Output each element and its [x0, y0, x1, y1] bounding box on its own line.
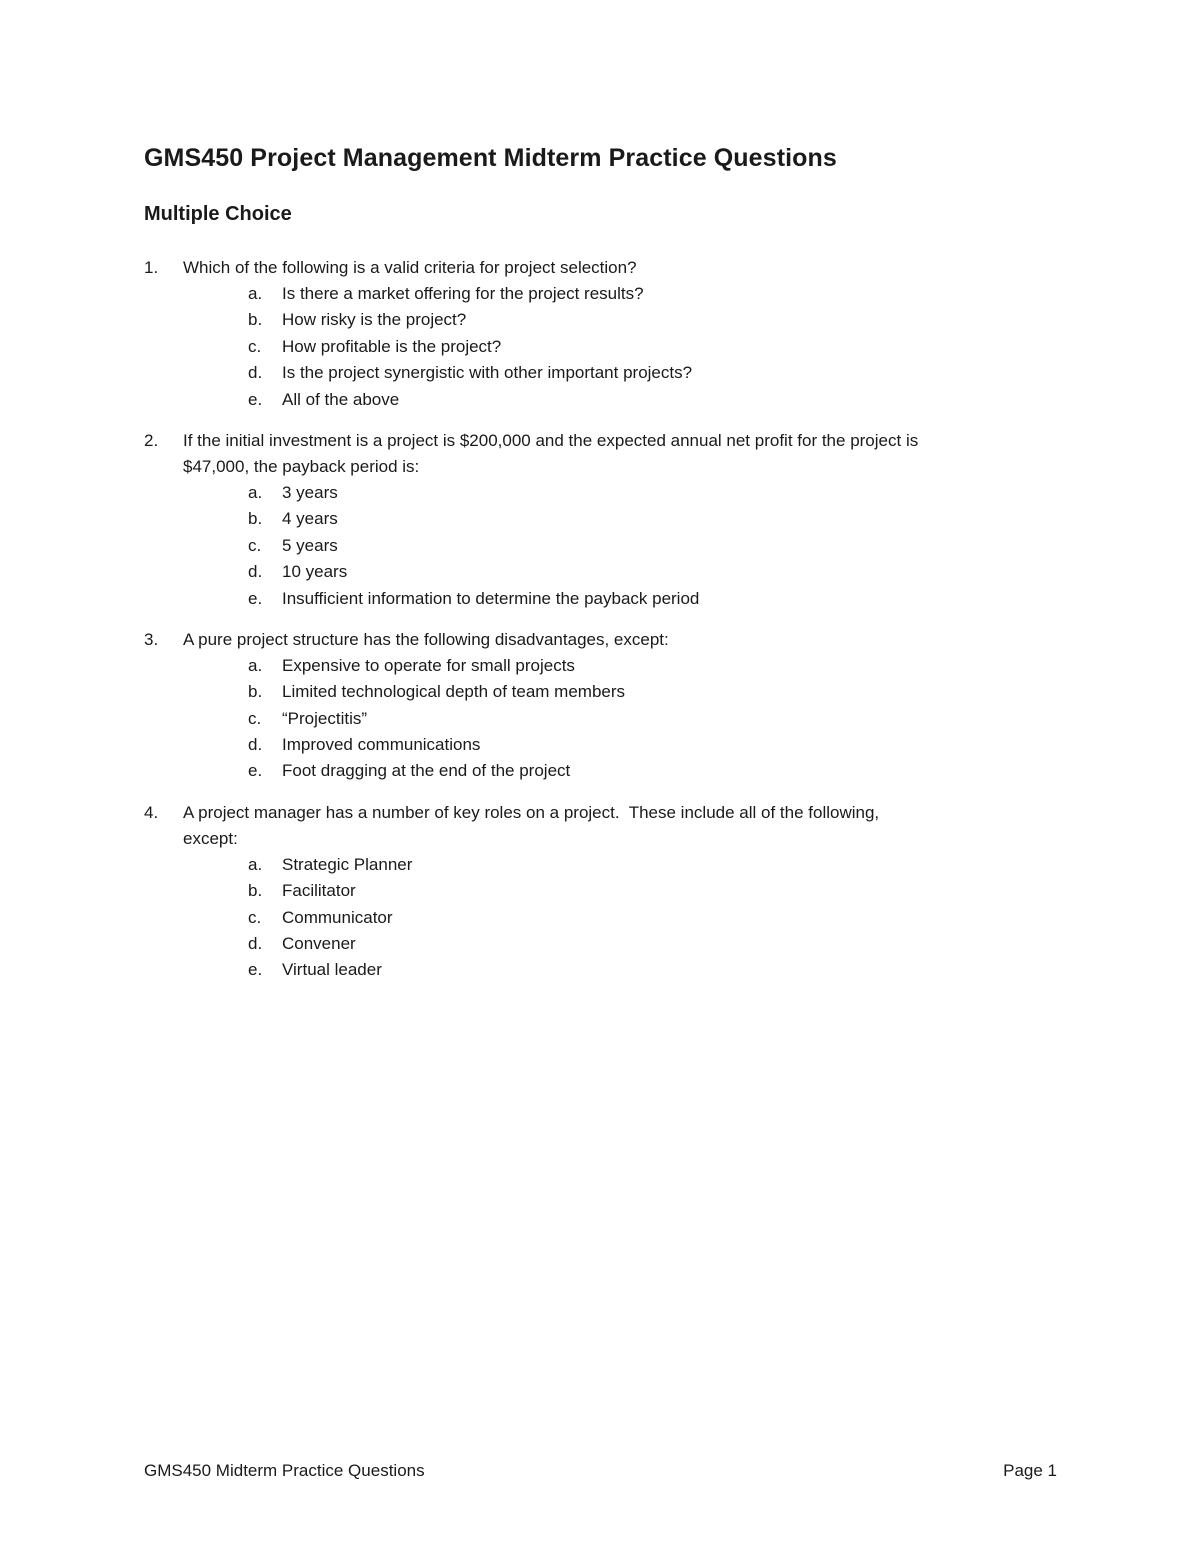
answer-option	[144, 281, 1064, 307]
option-text: 4 years	[282, 509, 338, 529]
answer-options	[144, 281, 1064, 413]
question-number: 2.	[144, 430, 159, 450]
question-2	[144, 428, 1064, 612]
question-number: 4.	[144, 802, 159, 822]
option-letter: b.	[248, 881, 263, 901]
option-letter: e.	[248, 761, 263, 781]
footer-document-title: GMS450 Midterm Practice Questions	[144, 1461, 425, 1480]
answer-option	[144, 732, 1064, 758]
option-text: “Projectitis”	[282, 708, 368, 728]
question-3	[144, 627, 1064, 785]
question-number: 3.	[144, 629, 159, 649]
option-letter: a.	[248, 482, 263, 502]
option-letter: e.	[248, 389, 263, 409]
option-text: Strategic Planner	[282, 854, 413, 874]
answer-options	[144, 852, 1064, 984]
option-letter: b.	[248, 310, 263, 330]
option-letter: d.	[248, 562, 263, 582]
answer-options	[144, 480, 1064, 612]
option-text: Expensive to operate for small projects	[282, 655, 575, 675]
option-text: Improved communications	[282, 735, 481, 755]
option-text: Insufficient information to determine the payback period	[282, 588, 700, 608]
option-text: Facilitator	[282, 881, 356, 901]
page-footer	[144, 1458, 1057, 1484]
option-letter: c.	[248, 907, 262, 927]
question-4	[144, 800, 1064, 984]
option-text: Is the project synergistic with other important projects?	[282, 363, 693, 383]
option-letter: c.	[248, 535, 262, 555]
question-text: Which of the following is a valid criteria for project selection?	[183, 258, 637, 277]
answer-option	[144, 905, 1064, 931]
document-title: GMS450 Project Management Midterm Practice Questions	[144, 144, 837, 172]
answer-option	[144, 852, 1064, 878]
option-letter: e.	[248, 960, 263, 980]
answer-option	[144, 480, 1064, 506]
answer-option	[144, 360, 1064, 386]
answer-option	[144, 653, 1064, 679]
option-letter: a.	[248, 854, 263, 874]
question-list	[144, 255, 1064, 999]
answer-option	[144, 559, 1064, 585]
option-text: How profitable is the project?	[282, 336, 502, 356]
option-text: Communicator	[282, 907, 393, 927]
option-text: 10 years	[282, 562, 348, 582]
question-number: 1.	[144, 258, 159, 277]
option-letter: b.	[248, 509, 263, 529]
option-text: Foot dragging at the end of the project	[282, 761, 571, 781]
answer-option	[144, 878, 1064, 904]
answer-option	[144, 679, 1064, 705]
section-heading: Multiple Choice	[144, 203, 292, 225]
answer-option	[144, 533, 1064, 559]
option-letter: d.	[248, 363, 263, 383]
question-text: A project manager has a number of key roles on a project. These include all of the following, except:	[183, 802, 880, 848]
option-letter: a.	[248, 284, 263, 303]
answer-option	[144, 334, 1064, 360]
answer-option	[144, 586, 1064, 612]
answer-option	[144, 706, 1064, 732]
option-letter: c.	[248, 708, 262, 728]
question-1	[144, 255, 1064, 413]
option-text: How risky is the project?	[282, 310, 467, 330]
answer-option	[144, 758, 1064, 784]
option-letter: a.	[248, 655, 263, 675]
option-letter: d.	[248, 735, 263, 755]
answer-option	[144, 957, 1064, 983]
answer-option	[144, 931, 1064, 957]
option-text: Limited technological depth of team members	[282, 682, 626, 702]
page-number: Page 1	[1003, 1461, 1057, 1480]
option-letter: c.	[248, 336, 262, 356]
option-text: 3 years	[282, 482, 338, 502]
option-text: All of the above	[282, 389, 400, 409]
option-letter: d.	[248, 934, 263, 954]
answer-option	[144, 307, 1064, 333]
option-letter: b.	[248, 682, 263, 702]
answer-options	[144, 653, 1064, 785]
answer-option	[144, 506, 1064, 532]
option-text: Is there a market offering for the project results?	[282, 284, 644, 303]
answer-option	[144, 387, 1064, 413]
option-text: Virtual leader	[282, 960, 382, 980]
option-letter: e.	[248, 588, 263, 608]
option-text: 5 years	[282, 535, 338, 555]
question-text: A pure project structure has the following disadvantages, except:	[183, 629, 669, 649]
question-text: If the initial investment is a project is $200,000 and the expected annual net profit for the project is $47,000, the payback period is:	[183, 430, 919, 476]
option-text: Convener	[282, 934, 356, 954]
